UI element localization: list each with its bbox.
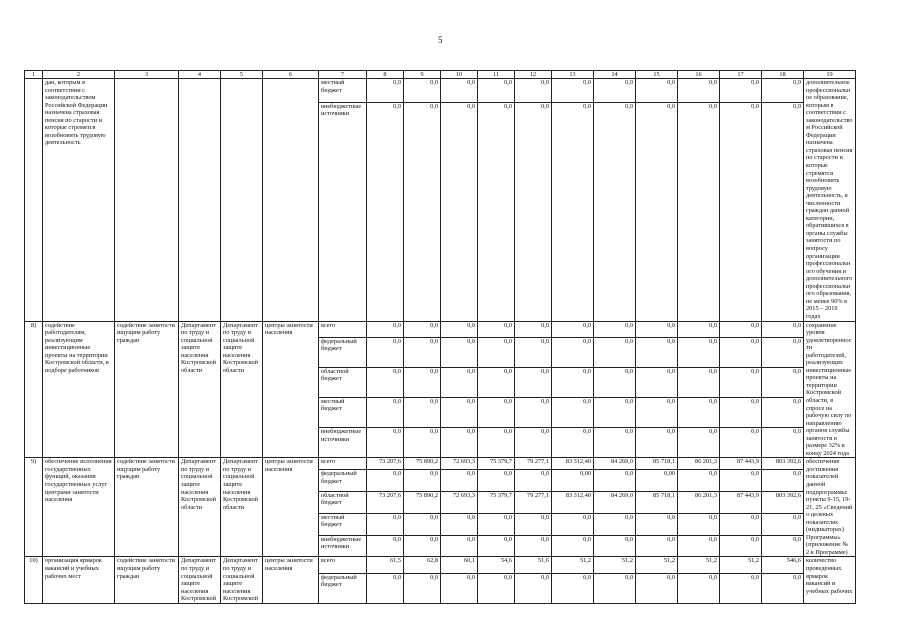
funding-source-label: всего <box>319 557 367 573</box>
funding-source-label: внебюджетные источники <box>319 102 367 321</box>
funding-value: 0,0 <box>762 397 804 427</box>
column-number: 2 <box>43 71 115 79</box>
executor-cell: Департамент по труду и социальной защите населения Костромской области <box>221 321 263 458</box>
column-number: 7 <box>319 71 367 79</box>
funding-value: 0,0 <box>404 367 441 397</box>
funding-value: 0,0 <box>720 367 762 397</box>
funding-value: 0,0 <box>367 367 404 397</box>
funding-value: 86 201,3 <box>678 458 720 470</box>
funding-value: 0,0 <box>636 428 678 458</box>
funding-value: 0,00 <box>636 469 678 491</box>
column-number: 12 <box>515 71 552 79</box>
executor-cell: Департамент по труду и социальной защите населения Костромской области <box>221 458 263 557</box>
funding-value: 0,0 <box>515 337 552 367</box>
funding-value: 0,0 <box>720 102 762 321</box>
funding-value: 0,0 <box>478 102 515 321</box>
funding-value: 51,2 <box>636 557 678 573</box>
responsible-cell: Департамент по труду и социальной защите населения Костромской области <box>179 321 221 458</box>
funding-value: 0,0 <box>594 321 636 337</box>
funding-value: 0,0 <box>367 337 404 367</box>
funding-value: 0,0 <box>678 535 720 557</box>
funding-value: 0,0 <box>367 321 404 337</box>
funding-value: 83 312,40 <box>552 458 594 470</box>
table-row <box>25 557 856 573</box>
funding-value: 0,0 <box>404 79 441 103</box>
funding-value: 0,0 <box>720 469 762 491</box>
funding-value: 0,0 <box>478 397 515 427</box>
column-number: 6 <box>263 71 319 79</box>
task-cell: содействие занятости ищущим работу граждан <box>115 321 179 458</box>
task-cell: содействие занятости ищущим работу граждан <box>115 557 179 603</box>
funding-value: 0,0 <box>594 428 636 458</box>
funding-value: 0,0 <box>515 102 552 321</box>
funding-value: 0,0 <box>441 367 478 397</box>
funding-value: 0,0 <box>678 513 720 535</box>
row-number: 9) <box>25 458 43 557</box>
funding-value: 0,0 <box>636 79 678 103</box>
responsible-cell: Департамент по труду и социальной защите населения Костромской <box>179 557 221 603</box>
funding-source-label: внебюджетные источники <box>319 428 367 458</box>
funding-source-label: местный бюджет <box>319 513 367 535</box>
funding-value: 0,0 <box>367 397 404 427</box>
measure-name: дан, которым в соответствии с законодательством Российской Федерации назначена страховая пенсия по старости и которые стремятся возобновить трудовую деятельность <box>43 79 115 322</box>
funding-value: 51,6 <box>515 557 552 573</box>
funding-value: 0,0 <box>762 79 804 103</box>
funding-value: 0,0 <box>720 573 762 603</box>
funding-value: 0,0 <box>404 513 441 535</box>
funding-value: 51,2 <box>720 557 762 573</box>
funding-value: 0,0 <box>367 573 404 603</box>
funding-source-label: областной бюджет <box>319 367 367 397</box>
funding-value: 0,0 <box>678 397 720 427</box>
funding-value: 0,0 <box>515 397 552 427</box>
measure-name: обеспечение исполнения государственных функций, оказания государственных услуг центрами занятости населения <box>43 458 115 557</box>
funding-value: 0,0 <box>678 79 720 103</box>
funding-value: 0,0 <box>762 102 804 321</box>
funding-value: 0,0 <box>678 573 720 603</box>
expected-result: сохранение уровня удовлетворенности работодателей, реализующих инвестиционные проекты на территории Костромской области, в спросе на рабочую силу по направлению органов службы занятости в размере 32% к концу 2024 года <box>804 321 856 458</box>
funding-source-label: всего <box>319 321 367 337</box>
column-number: 9 <box>404 71 441 79</box>
funding-value: 0,0 <box>636 397 678 427</box>
row-number: 10) <box>25 557 43 603</box>
funding-value: 0,0 <box>636 513 678 535</box>
participants-cell: центры занятости населения <box>263 321 319 458</box>
funding-value: 0,0 <box>678 321 720 337</box>
funding-value: 0,0 <box>594 367 636 397</box>
funding-value: 72 693,3 <box>441 491 478 513</box>
funding-value: 0,0 <box>636 535 678 557</box>
funding-value: 0,0 <box>515 573 552 603</box>
column-number: 16 <box>678 71 720 79</box>
funding-source-label: местный бюджет <box>319 79 367 103</box>
participants-cell: центры занятости населения <box>263 557 319 603</box>
funding-value: 0,0 <box>678 367 720 397</box>
funding-value: 0,0 <box>404 428 441 458</box>
expected-result: количество проведенных ярмарок вакансий и учебных рабочих <box>804 557 856 603</box>
funding-value: 0,0 <box>762 535 804 557</box>
funding-value: 73 207,6 <box>367 491 404 513</box>
funding-value: 0,0 <box>478 573 515 603</box>
column-number: 5 <box>221 71 263 79</box>
funding-value: 75 379,7 <box>478 491 515 513</box>
funding-value: 0,0 <box>515 469 552 491</box>
funding-value: 0,0 <box>552 367 594 397</box>
funding-value: 0,0 <box>404 337 441 367</box>
funding-value: 0,0 <box>594 102 636 321</box>
column-number: 14 <box>594 71 636 79</box>
funding-value: 0,0 <box>678 469 720 491</box>
funding-value: 0,0 <box>594 513 636 535</box>
funding-value: 546,6 <box>762 557 804 573</box>
funding-value: 85 718,1 <box>636 458 678 470</box>
column-number: 15 <box>636 71 678 79</box>
funding-source-label: федеральный бюджет <box>319 469 367 491</box>
funding-source-label: внебюджетные источники <box>319 535 367 557</box>
funding-value: 75 890,2 <box>404 491 441 513</box>
funding-value: 0,0 <box>478 428 515 458</box>
funding-value: 0,0 <box>552 535 594 557</box>
funding-value: 0,0 <box>552 102 594 321</box>
funding-value: 87 443,9 <box>720 458 762 470</box>
funding-value: 0,0 <box>552 513 594 535</box>
funding-value: 0,0 <box>515 535 552 557</box>
funding-value: 0,0 <box>441 321 478 337</box>
funding-value: 0,0 <box>441 102 478 321</box>
funding-value: 72 693,3 <box>441 458 478 470</box>
funding-value: 0,0 <box>720 337 762 367</box>
funding-value: 0,0 <box>441 513 478 535</box>
funding-value: 0,0 <box>594 397 636 427</box>
funding-value: 0,0 <box>552 428 594 458</box>
funding-value: 0,0 <box>720 321 762 337</box>
funding-source-label: местный бюджет <box>319 397 367 427</box>
task-cell <box>115 79 179 322</box>
funding-value: 0,0 <box>404 573 441 603</box>
responsible-cell <box>179 79 221 322</box>
funding-value: 0,0 <box>441 337 478 367</box>
funding-value: 0,0 <box>478 469 515 491</box>
funding-value: 0,0 <box>478 321 515 337</box>
funding-value: 0,0 <box>720 513 762 535</box>
funding-value: 0,0 <box>552 321 594 337</box>
funding-value: 0,0 <box>762 513 804 535</box>
table-row <box>25 458 856 470</box>
funding-value: 0,0 <box>678 428 720 458</box>
funding-value: 0,0 <box>367 428 404 458</box>
funding-value: 0,0 <box>762 337 804 367</box>
funding-value: 54,6 <box>478 557 515 573</box>
column-number: 1 <box>25 71 43 79</box>
funding-value: 51,2 <box>594 557 636 573</box>
funding-value: 73 207,6 <box>367 458 404 470</box>
funding-value: 85 718,1 <box>636 491 678 513</box>
funding-value: 0,0 <box>515 513 552 535</box>
funding-value: 0,0 <box>636 367 678 397</box>
funding-value: 0,0 <box>478 79 515 103</box>
funding-value: 84 269,0 <box>594 491 636 513</box>
expected-result: дополнительное профессиональное образование, которым в соответствии с законодательством Российской Федерации назначена страховая пенсия по старости и которые стремятся возобновить трудовую деятельность, в численности граждан данной категории, обратившихся в органы службы занятости по вопросу организации профессионального обучения и дополнительного профессионального образования, не менее 90% в 2015 – 2019 годах <box>804 79 856 322</box>
funding-value: 51,2 <box>678 557 720 573</box>
funding-value: 84 269,0 <box>594 458 636 470</box>
funding-value: 0,0 <box>515 321 552 337</box>
funding-value: 0,0 <box>515 428 552 458</box>
page-number: 5 <box>438 35 443 45</box>
column-number: 3 <box>115 71 179 79</box>
funding-value: 79 277,1 <box>515 491 552 513</box>
funding-value: 0,0 <box>404 469 441 491</box>
funding-value: 75 379,7 <box>478 458 515 470</box>
funding-value: 0,0 <box>515 79 552 103</box>
funding-value: 0,0 <box>552 79 594 103</box>
funding-value: 0,0 <box>441 573 478 603</box>
funding-value: 0,0 <box>404 397 441 427</box>
funding-source-label: всего <box>319 458 367 470</box>
funding-value: 0,0 <box>478 535 515 557</box>
funding-value: 0,0 <box>367 79 404 103</box>
funding-value: 0,0 <box>441 397 478 427</box>
column-number-row <box>25 71 856 79</box>
funding-value: 0,0 <box>367 513 404 535</box>
funding-value: 87 443,9 <box>720 491 762 513</box>
expected-result: обеспечение достижения показателей данной подпрограммы: пункты 9-15, 19-21, 25 «Сведений о целевых показателях (индикаторах) Программы» (приложение № 2 к Программе) <box>804 458 856 557</box>
funding-value: 0,0 <box>552 397 594 427</box>
row-number: 8) <box>25 321 43 458</box>
funding-value: 0,0 <box>552 573 594 603</box>
table-row <box>25 79 856 103</box>
funding-value: 62,8 <box>404 557 441 573</box>
funding-value: 0,0 <box>594 573 636 603</box>
measure-name: содействие работодателям, реализующим инвестиционные проекты на территории Костромской области, в подборе работников <box>43 321 115 458</box>
column-number: 17 <box>720 71 762 79</box>
funding-value: 61,5 <box>367 557 404 573</box>
funding-value: 0,0 <box>636 102 678 321</box>
funding-value: 0,0 <box>478 367 515 397</box>
funding-value: 0,0 <box>441 469 478 491</box>
funding-value: 86 201,3 <box>678 491 720 513</box>
funding-value: 0,0 <box>762 428 804 458</box>
funding-value: 0,0 <box>515 367 552 397</box>
funding-value: 0,0 <box>404 102 441 321</box>
column-number: 19 <box>804 71 856 79</box>
funding-value: 803 392,6 <box>762 491 804 513</box>
funding-value: 0,0 <box>404 321 441 337</box>
funding-value: 0,0 <box>552 337 594 367</box>
column-number: 11 <box>478 71 515 79</box>
funding-value: 0,0 <box>367 535 404 557</box>
funding-value: 0,0 <box>594 535 636 557</box>
executor-cell: Департамент по труду и социальной защите населения Костромской <box>221 557 263 603</box>
participants-cell <box>263 79 319 322</box>
column-number: 8 <box>367 71 404 79</box>
measure-name: организация ярмарок вакансий и учебных рабочих мест <box>43 557 115 603</box>
funding-value: 0,0 <box>720 397 762 427</box>
funding-value: 79 277,1 <box>515 458 552 470</box>
column-number: 4 <box>179 71 221 79</box>
funding-value: 0,0 <box>441 428 478 458</box>
funding-value: 0,0 <box>636 321 678 337</box>
responsible-cell: Департамент по труду и социальной защите населения Костромской области <box>179 458 221 557</box>
funding-value: 0,0 <box>720 535 762 557</box>
funding-value: 803 392,6 <box>762 458 804 470</box>
funding-value: 0,0 <box>762 469 804 491</box>
funding-value: 0,0 <box>762 573 804 603</box>
funding-value: 0,0 <box>441 535 478 557</box>
funding-value: 0,0 <box>478 513 515 535</box>
funding-value: 0,00 <box>552 469 594 491</box>
funding-value: 0,0 <box>762 321 804 337</box>
participants-cell: центры занятости населения <box>263 458 319 557</box>
funding-value: 0,0 <box>678 102 720 321</box>
funding-source-label: федеральный бюджет <box>319 337 367 367</box>
funding-value: 0,0 <box>594 469 636 491</box>
task-cell: содействие занятости ищущим работу граждан <box>115 458 179 557</box>
funding-value: 0,0 <box>720 79 762 103</box>
funding-value: 0,0 <box>636 337 678 367</box>
funding-value: 51,2 <box>552 557 594 573</box>
funding-value: 0,0 <box>478 337 515 367</box>
column-number: 13 <box>552 71 594 79</box>
funding-value: 60,1 <box>441 557 478 573</box>
funding-value: 0,0 <box>720 428 762 458</box>
measures-table <box>24 70 856 604</box>
column-number: 10 <box>441 71 478 79</box>
funding-value: 0,0 <box>404 535 441 557</box>
funding-value: 0,0 <box>762 367 804 397</box>
funding-value: 0,0 <box>636 573 678 603</box>
funding-value: 0,0 <box>367 469 404 491</box>
funding-value: 0,0 <box>441 79 478 103</box>
funding-value: 75 890,2 <box>404 458 441 470</box>
funding-value: 0,0 <box>594 79 636 103</box>
funding-value: 83 312,40 <box>552 491 594 513</box>
funding-value: 0,0 <box>367 102 404 321</box>
funding-value: 0,0 <box>594 337 636 367</box>
funding-value: 0,0 <box>678 337 720 367</box>
funding-source-label: областной бюджет <box>319 491 367 513</box>
executor-cell <box>221 79 263 322</box>
column-number: 18 <box>762 71 804 79</box>
table-row <box>25 321 856 337</box>
row-number <box>25 79 43 322</box>
funding-source-label: федеральный бюджет <box>319 573 367 603</box>
